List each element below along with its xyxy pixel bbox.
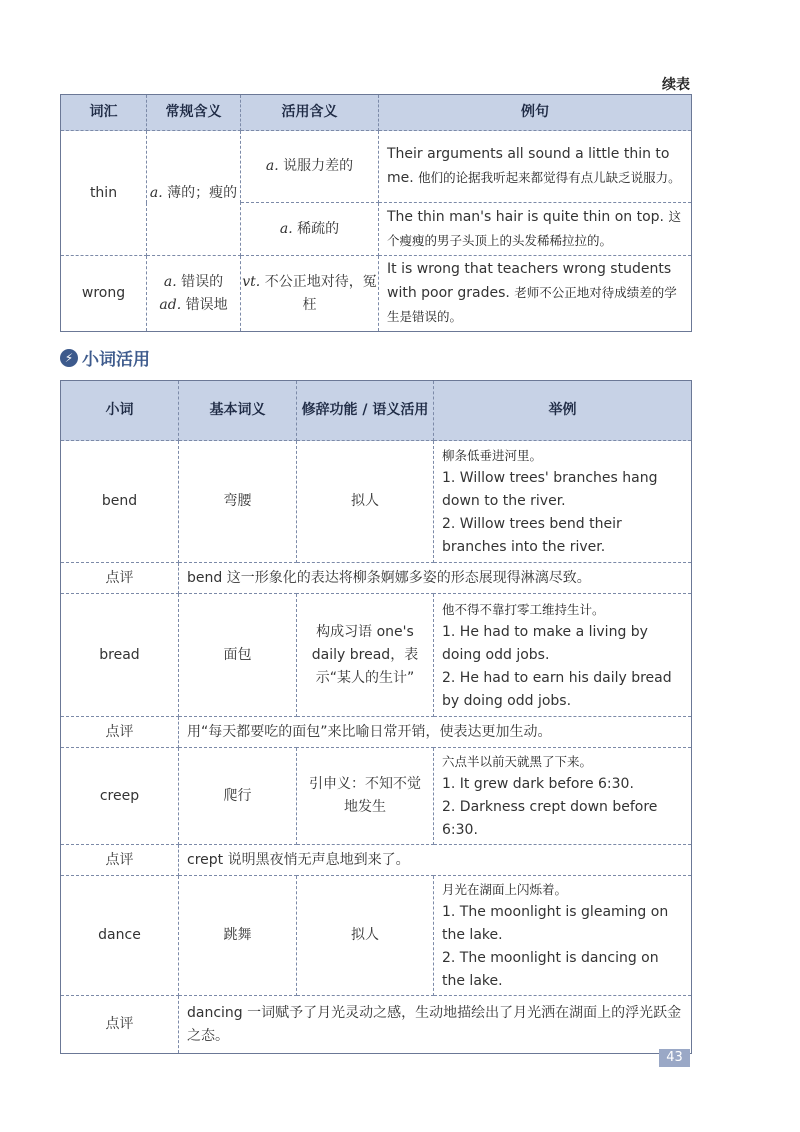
comment-row <box>61 563 692 594</box>
bend-comment: bend 这一形象化的表达将柳条婀娜多姿的形态展现得淋漓尽致。 <box>179 563 692 594</box>
creep-comment: crept 说明黑夜悄无声息地到来了。 <box>179 845 692 876</box>
thin-flexible-meaning-2: a. 稀疏的 <box>241 203 379 256</box>
section-title: 小词活用 <box>82 350 150 370</box>
bread-examples: 他不得不靠打零工维持生计。 1. He had to make a living by doing odd jobs. 2. He had to earn his daily bread by doing odd jobs. <box>434 594 692 717</box>
dance-examples: 月光在湖面上闪烁着。 1. The moonlight is gleaming on the lake. 2. The moonlight is dancing on the lake. <box>434 876 692 996</box>
table-row <box>61 441 692 563</box>
wrong-flexible-meaning: vt. 不公正地对待，冤枉 <box>241 256 379 332</box>
comment-label: 点评 <box>61 845 179 876</box>
word-bread: bread <box>61 594 179 717</box>
dance-basic-meaning: 跳舞 <box>179 876 297 996</box>
continued-label: 续表 <box>662 77 690 93</box>
table-row <box>61 131 692 203</box>
dance-comment: dancing 一词赋予了月光灵动之感，生动地描绘出了月光洒在湖面上的浮光跃金之态。 <box>179 996 692 1054</box>
dance-function: 拟人 <box>297 876 434 996</box>
header-word: 词汇 <box>61 95 147 131</box>
word-dance: dance <box>61 876 179 996</box>
bend-function: 拟人 <box>297 441 434 563</box>
header-example: 例句 <box>379 95 692 131</box>
word-thin: thin <box>61 131 147 256</box>
comment-label: 点评 <box>61 996 179 1054</box>
thin-example-2: The thin man's hair is quite thin on top. 这个瘦瘦的男子头顶上的头发稀稀拉拉的。 <box>379 203 692 256</box>
table-row <box>61 876 692 996</box>
thin-flexible-meaning-1: a. 说服力差的 <box>241 131 379 203</box>
thin-example-1: Their arguments all sound a little thin to me. 他们的论据我听起来都觉得有点儿缺乏说服力。 <box>379 131 692 203</box>
header-small-word: 小词 <box>61 381 179 441</box>
bread-function: 构成习语 one's daily bread，表示“某人的生计” <box>297 594 434 717</box>
vocab-table <box>60 94 692 332</box>
creep-function: 引申义：不知不觉地发生 <box>297 748 434 845</box>
table-row <box>61 256 692 332</box>
creep-examples: 六点半以前天就黑了下来。 1. It grew dark before 6:30. 2. Darkness crept down before 6:30. <box>434 748 692 845</box>
small-words-table <box>60 380 692 1054</box>
bend-examples: 柳条低垂进河里。 1. Willow trees' branches hang down to the river. 2. Willow trees bend their branches into the river. <box>434 441 692 563</box>
word-wrong: wrong <box>61 256 147 332</box>
lightning-icon: ⚡ <box>60 349 78 367</box>
bend-basic-meaning: 弯腰 <box>179 441 297 563</box>
word-bend: bend <box>61 441 179 563</box>
comment-label: 点评 <box>61 563 179 594</box>
word-creep: creep <box>61 748 179 845</box>
header-examples: 举例 <box>434 381 692 441</box>
table-row <box>61 748 692 845</box>
header-function: 修辞功能 / 语义活用 <box>297 381 434 441</box>
header-flexible-meaning: 活用含义 <box>241 95 379 131</box>
table-row <box>61 594 692 717</box>
table-header-row <box>61 381 692 441</box>
comment-row <box>61 717 692 748</box>
header-regular-meaning: 常规含义 <box>147 95 241 131</box>
comment-label: 点评 <box>61 717 179 748</box>
table-header-row <box>61 95 692 131</box>
bread-comment: 用“每天都要吃的面包”来比喻日常开销，使表达更加生动。 <box>179 717 692 748</box>
thin-regular-meaning: a. 薄的；瘦的 <box>147 131 241 256</box>
comment-row <box>61 996 692 1054</box>
section-heading <box>60 345 150 370</box>
page-number: 43 <box>659 1049 690 1067</box>
creep-basic-meaning: 爬行 <box>179 748 297 845</box>
bread-basic-meaning: 面包 <box>179 594 297 717</box>
comment-row <box>61 845 692 876</box>
header-basic-meaning: 基本词义 <box>179 381 297 441</box>
wrong-regular-meaning: a. 错误的 ad. 错误地 <box>147 256 241 332</box>
wrong-example: It is wrong that teachers wrong students with poor grades. 老师不公正地对待成绩差的学生是错误的。 <box>379 256 692 332</box>
